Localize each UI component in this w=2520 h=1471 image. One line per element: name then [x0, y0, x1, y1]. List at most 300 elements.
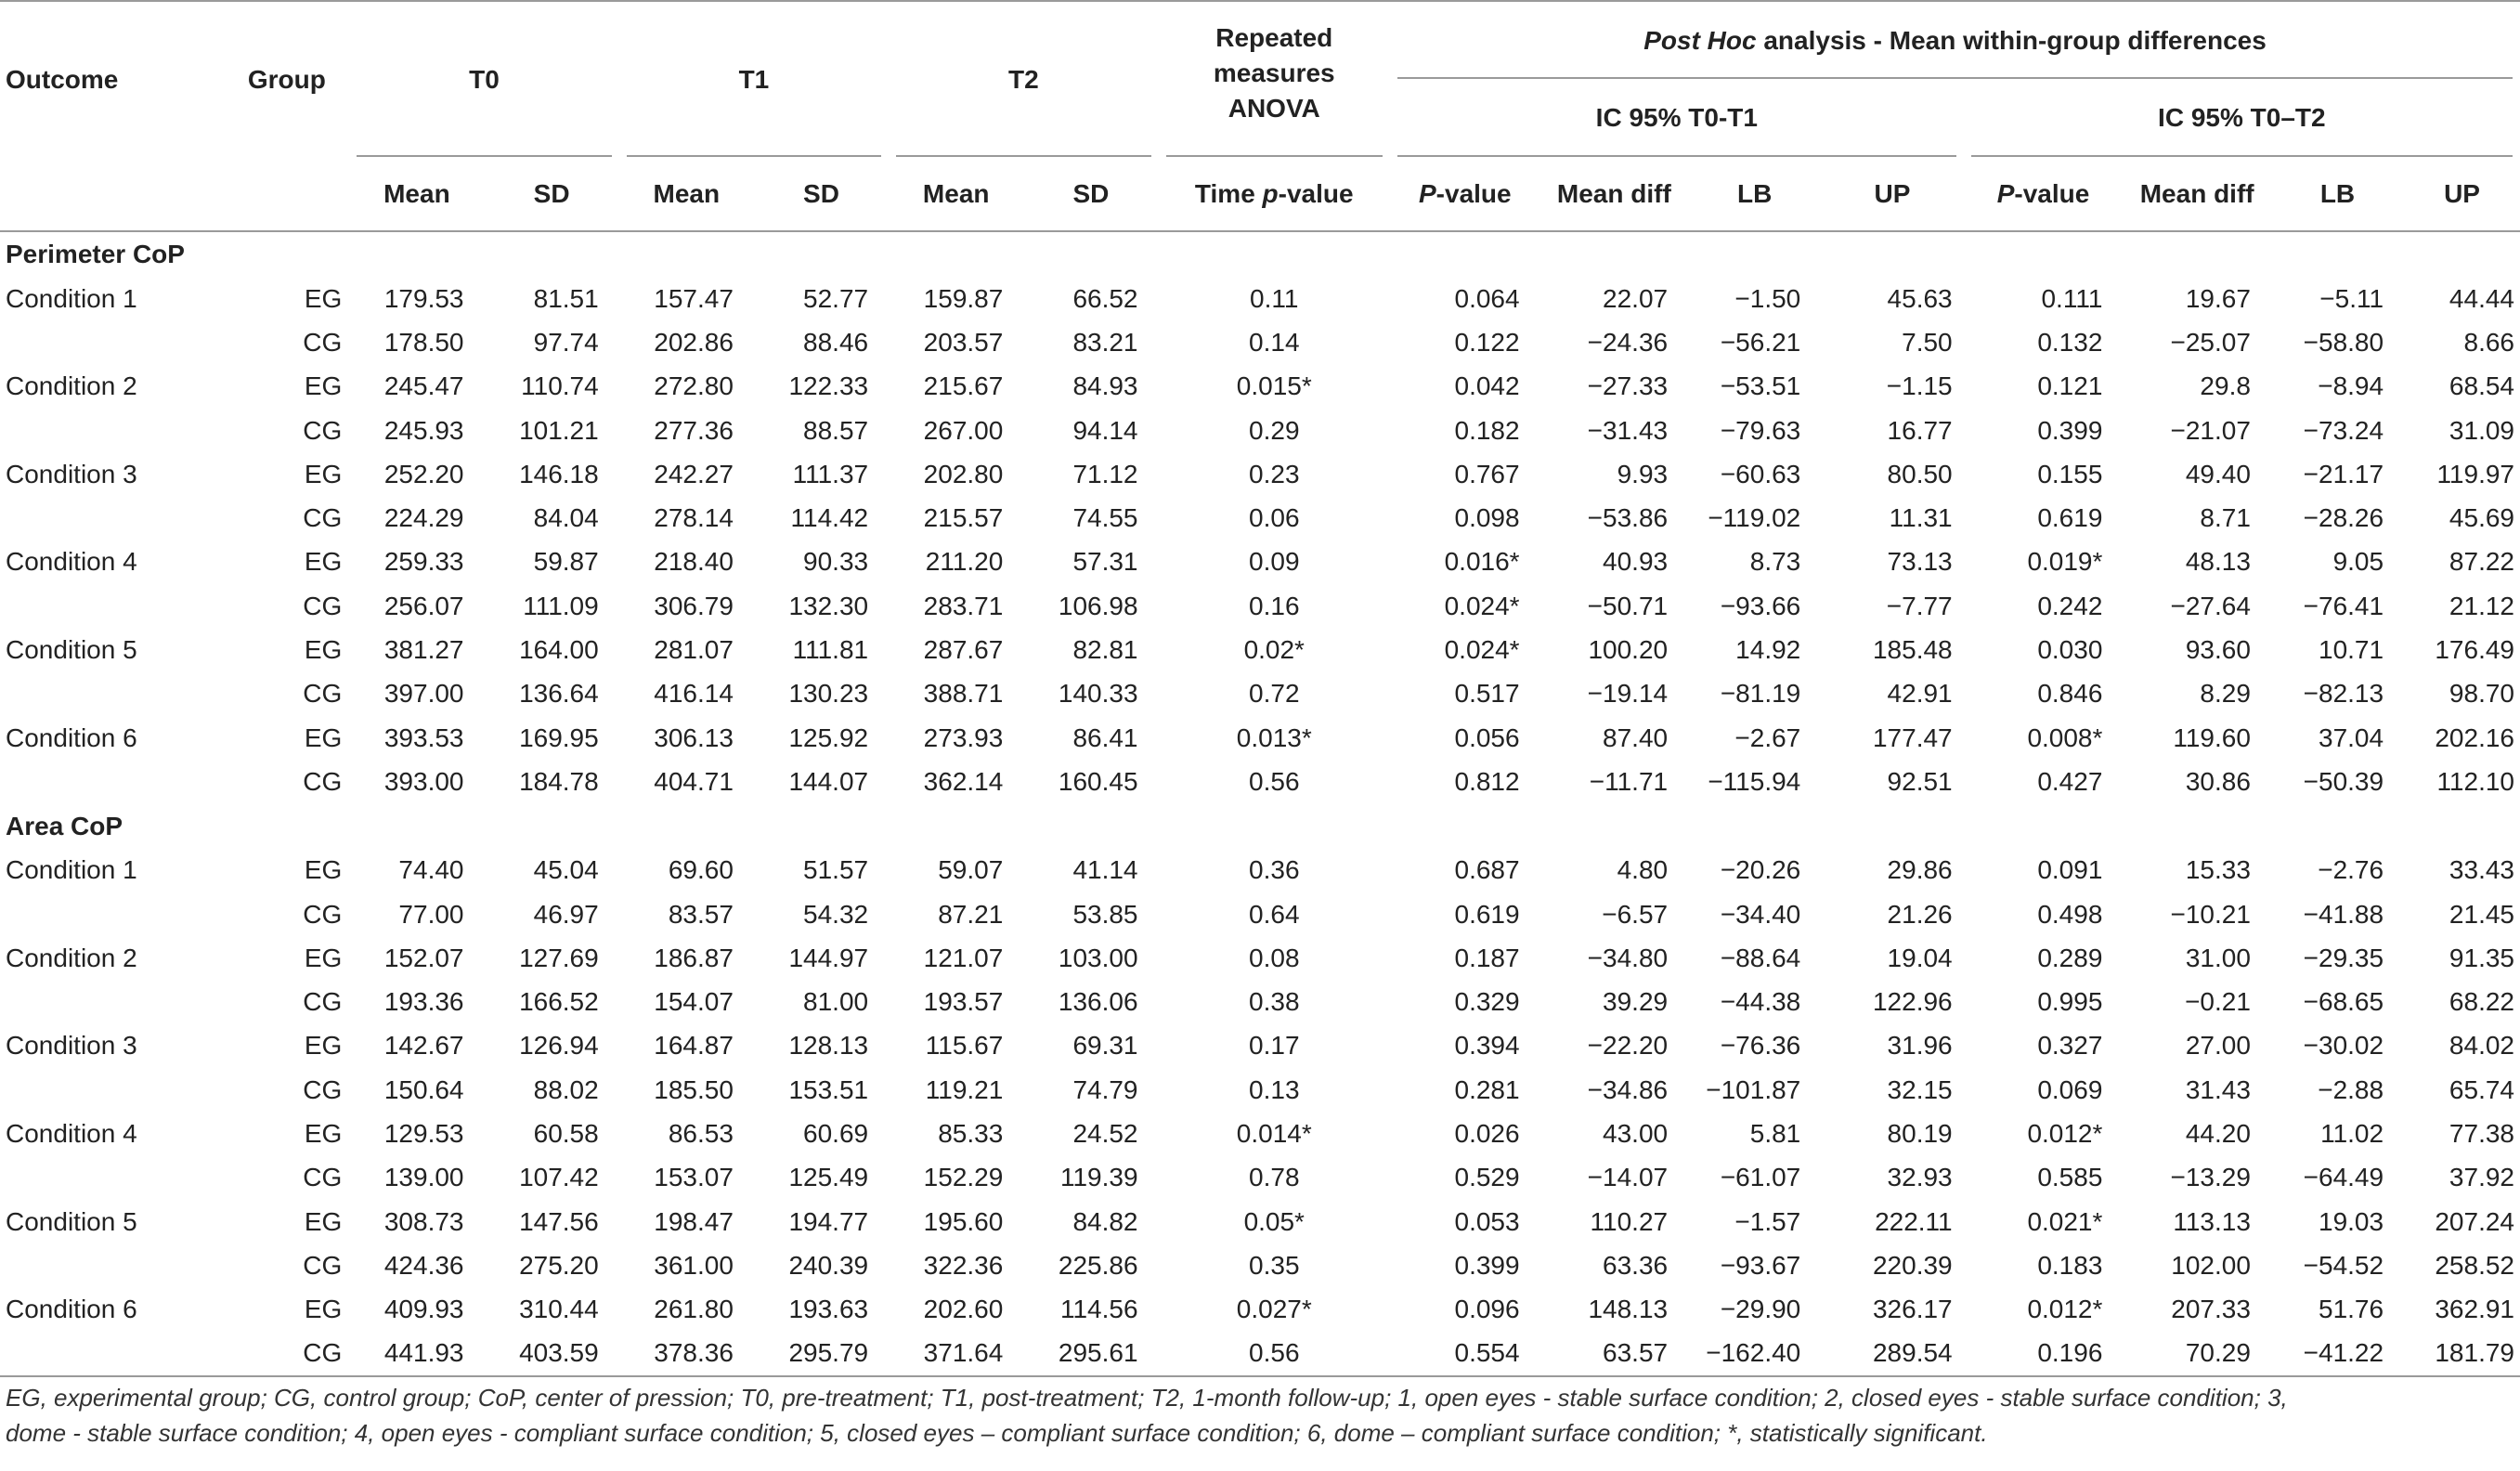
header-p1-suffix: -value: [1435, 178, 1512, 208]
header-time-p: [1159, 157, 1391, 231]
cell-p-t0-t2: 0.091: [2037, 855, 2103, 885]
cell-group: EG: [304, 1118, 343, 1148]
header-p1: [1390, 157, 1540, 231]
cell-t0-mean: 139.00: [383, 1163, 464, 1192]
cell-up-t0-t2: 258.52: [2435, 1250, 2514, 1280]
cell-p-t0-t1: 0.098: [1454, 503, 1520, 533]
table-body: [0, 231, 2520, 1376]
cell-up-t0-t1: 32.15: [1887, 1074, 1953, 1104]
cell-t1-sd: 81.00: [803, 987, 869, 1017]
cell-group: EG: [304, 1295, 343, 1324]
cell-anova-p: 0.13: [1249, 1074, 1300, 1104]
cell-up-t0-t2: 98.70: [2449, 679, 2514, 709]
table-row: [0, 1156, 2520, 1200]
cell-p-t0-t1: 0.517: [1454, 679, 1520, 709]
cell-condition: [0, 409, 224, 452]
cell-p-t0-t2: 0.030: [2037, 635, 2103, 665]
cell-mean-diff-t0-t1: −34.86: [1587, 1074, 1669, 1104]
cell-condition: [0, 1243, 224, 1287]
cell-anova-p: 0.09: [1249, 547, 1300, 577]
table-row: [0, 1288, 2520, 1332]
header-p2: [1964, 157, 2124, 231]
cell-mean-diff-t0-t2: −10.21: [2170, 899, 2251, 929]
cell-lb-t0-t2: 11.02: [2320, 1118, 2384, 1148]
cell-t0-sd: 97.74: [533, 327, 599, 357]
cell-group: EG: [304, 943, 343, 972]
cell-lb-t0-t1: −88.64: [1720, 943, 1801, 972]
cell-t2-sd: 160.45: [1058, 766, 1138, 796]
cell-mean-diff-t0-t2: −0.21: [2185, 987, 2251, 1017]
table-row: [0, 540, 2520, 584]
cell-mean-diff-t0-t2: 15.33: [2185, 855, 2251, 885]
cell-t0-mean: 256.07: [383, 591, 464, 620]
cell-up-t0-t1: 80.19: [1887, 1118, 1953, 1148]
cell-lb-t0-t1: −56.21: [1720, 327, 1801, 357]
cell-mean-diff-t0-t1: −50.71: [1587, 591, 1669, 620]
cell-group: CG: [303, 1074, 343, 1104]
cell-mean-diff-t0-t2: 113.13: [2173, 1206, 2251, 1236]
cell-up-t0-t2: 68.22: [2449, 987, 2514, 1017]
cell-condition: Condition 3: [6, 1031, 137, 1061]
header-lb-2: LB: [2319, 178, 2356, 208]
section-header-row: [0, 231, 2520, 277]
cell-p-t0-t2: 0.132: [2037, 327, 2103, 357]
header-t0: T0: [349, 1, 618, 157]
cell-mean-diff-t0-t1: 39.29: [1603, 987, 1669, 1017]
cell-p-t0-t1: 0.394: [1454, 1031, 1520, 1061]
cell-p-t0-t2: 0.155: [2037, 459, 2103, 488]
cell-anova-p: 0.17: [1249, 1031, 1300, 1061]
cell-t0-sd: 45.04: [533, 855, 599, 885]
header-posthoc: [1390, 1, 2520, 79]
cell-lb-t0-t2: −41.88: [2303, 899, 2384, 929]
cell-t2-mean: 195.60: [923, 1206, 1004, 1236]
cell-t1-sd: 194.77: [788, 1206, 869, 1236]
cell-mean-diff-t0-t1: 4.80: [1617, 855, 1669, 885]
cell-t0-sd: 127.69: [519, 943, 599, 972]
cell-mean-diff-t0-t1: −24.36: [1587, 327, 1669, 357]
cell-p-t0-t1: 0.529: [1454, 1163, 1520, 1192]
footnote-line-1: EG, experimental group; CG, control group; CoP, center of pression; T0, pre-treatment; T1, post-treatment; T2, 1-month follow-up; 1, open eyes - stable surface condition; 2, closed eyes - stable surface condition; 3,: [6, 1384, 2288, 1412]
cell-t1-sd: 132.30: [788, 591, 869, 620]
cell-p-t0-t2: 0.019*: [2027, 547, 2103, 577]
cell-t1-mean: 404.71: [654, 766, 734, 796]
cell-group: EG: [304, 722, 343, 752]
cell-t0-sd: 101.21: [519, 415, 599, 445]
cell-p-t0-t2: 0.399: [2037, 415, 2103, 445]
cell-t1-mean: 281.07: [654, 635, 734, 665]
header-outcome: Outcome: [6, 64, 119, 94]
cell-up-t0-t2: 112.10: [2436, 766, 2514, 796]
cell-mean-diff-t0-t1: 87.40: [1603, 722, 1669, 752]
cell-group: CG: [303, 503, 343, 533]
cell-group: EG: [304, 283, 343, 313]
cell-condition: [0, 1068, 224, 1112]
cell-p-t0-t1: 0.053: [1454, 1206, 1520, 1236]
header-mean-diff-2: Mean diff: [2139, 178, 2254, 208]
cell-t0-mean: 193.36: [383, 987, 464, 1017]
cell-t0-mean: 308.73: [383, 1206, 464, 1236]
cell-t2-sd: 24.52: [1072, 1118, 1138, 1148]
cell-condition: [0, 980, 224, 1023]
cell-mean-diff-t0-t2: 93.60: [2185, 635, 2251, 665]
cell-anova-p: 0.38: [1249, 987, 1300, 1017]
cell-lb-t0-t2: −82.13: [2303, 679, 2384, 709]
cell-t0-mean: 424.36: [383, 1250, 464, 1280]
cell-t2-sd: 295.61: [1058, 1338, 1138, 1368]
cell-mean-diff-t0-t2: 31.43: [2185, 1074, 2251, 1104]
cell-t1-sd: 153.51: [788, 1074, 869, 1104]
cell-t1-sd: 111.81: [792, 635, 869, 665]
cell-mean-diff-t0-t1: 63.57: [1603, 1338, 1669, 1368]
cell-lb-t0-t2: 9.05: [2332, 547, 2384, 577]
cell-lb-t0-t1: −1.50: [1734, 283, 1801, 313]
header-p1-italic: P: [1418, 178, 1436, 208]
cell-t0-mean: 397.00: [383, 679, 464, 709]
cell-t2-mean: 388.71: [923, 679, 1004, 709]
cell-t2-sd: 74.55: [1072, 503, 1138, 533]
cell-up-t0-t2: 21.45: [2449, 899, 2514, 929]
cell-condition: Condition 5: [6, 1206, 137, 1236]
cell-t2-sd: 84.93: [1072, 371, 1138, 401]
header-posthoc-italic: Post Hoc: [1643, 25, 1757, 55]
cell-t0-mean: 259.33: [383, 547, 464, 577]
cell-t1-mean: 202.86: [654, 327, 734, 357]
table-row: [0, 1332, 2520, 1376]
cell-t2-sd: 53.85: [1072, 899, 1138, 929]
cell-mean-diff-t0-t1: −31.43: [1587, 415, 1669, 445]
cell-group: EG: [304, 635, 343, 665]
cell-up-t0-t1: 32.93: [1887, 1163, 1953, 1192]
cell-up-t0-t2: 77.38: [2449, 1118, 2514, 1148]
cell-group: EG: [304, 1206, 343, 1236]
cell-condition: Condition 6: [6, 722, 137, 752]
cell-lb-t0-t1: −93.67: [1720, 1250, 1801, 1280]
header-t0-sd: SD: [533, 178, 570, 208]
cell-lb-t0-t2: −30.02: [2303, 1031, 2384, 1061]
cell-lb-t0-t2: −50.39: [2303, 766, 2384, 796]
cell-t2-sd: 114.56: [1059, 1295, 1138, 1324]
cell-p-t0-t2: 0.012*: [2027, 1295, 2103, 1324]
cell-t0-mean: 77.00: [398, 899, 464, 929]
cell-condition: [0, 584, 224, 628]
cell-mean-diff-t0-t2: −25.07: [2170, 327, 2251, 357]
cell-mean-diff-t0-t2: 27.00: [2185, 1031, 2251, 1061]
cell-condition: [0, 892, 224, 936]
cell-condition: Condition 1: [6, 283, 137, 313]
cell-anova-p: 0.014*: [1236, 1118, 1312, 1148]
cell-p-t0-t2: 0.021*: [2027, 1206, 2103, 1236]
header-time-p-italic: p: [1262, 178, 1279, 208]
cell-lb-t0-t2: −29.35: [2303, 943, 2384, 972]
cell-t2-sd: 84.82: [1072, 1206, 1138, 1236]
cell-mean-diff-t0-t1: 63.36: [1603, 1250, 1669, 1280]
cell-t0-sd: 184.78: [519, 766, 599, 796]
cell-condition: Condition 1: [6, 855, 137, 885]
cell-t2-sd: 57.31: [1072, 547, 1138, 577]
cell-anova-p: 0.05*: [1243, 1206, 1305, 1236]
cell-group: CG: [303, 327, 343, 357]
cell-p-t0-t2: 0.289: [2037, 943, 2103, 972]
header-t0-mean: Mean: [383, 178, 450, 208]
cell-mean-diff-t0-t2: 31.00: [2185, 943, 2251, 972]
cell-mean-diff-t0-t2: 29.8: [2200, 371, 2251, 401]
cell-t0-mean: 245.93: [383, 415, 464, 445]
cell-t1-mean: 154.07: [654, 987, 734, 1017]
cell-t0-mean: 393.00: [383, 766, 464, 796]
cell-mean-diff-t0-t2: 30.86: [2185, 766, 2251, 796]
cell-group: CG: [303, 591, 343, 620]
cell-mean-diff-t0-t2: 19.67: [2185, 283, 2251, 313]
cell-t1-mean: 416.14: [654, 679, 734, 709]
cell-mean-diff-t0-t2: 48.13: [2185, 547, 2251, 577]
cell-mean-diff-t0-t2: −21.07: [2170, 415, 2251, 445]
cell-t1-mean: 164.87: [654, 1031, 734, 1061]
cell-anova-p: 0.29: [1249, 415, 1300, 445]
cell-t2-sd: 225.86: [1058, 1250, 1138, 1280]
cell-up-t0-t2: 207.24: [2435, 1206, 2514, 1236]
cell-t1-sd: 51.57: [803, 855, 869, 885]
cell-up-t0-t2: 44.44: [2449, 283, 2514, 313]
cell-mean-diff-t0-t1: 148.13: [1588, 1295, 1669, 1324]
cell-t2-sd: 119.39: [1059, 1163, 1138, 1192]
cell-t2-sd: 66.52: [1072, 283, 1138, 313]
table-row: [0, 980, 2520, 1023]
cell-t1-sd: 111.37: [792, 459, 869, 488]
cell-lb-t0-t1: −81.19: [1720, 679, 1801, 709]
cell-t2-sd: 94.14: [1072, 415, 1138, 445]
cell-t1-sd: 122.33: [788, 371, 869, 401]
cell-t0-sd: 84.04: [533, 503, 599, 533]
cell-t0-mean: 393.53: [383, 722, 464, 752]
cell-t2-sd: 74.79: [1072, 1074, 1138, 1104]
table-row: [0, 496, 2520, 540]
cell-t2-mean: 152.29: [923, 1163, 1004, 1192]
cell-t1-sd: 130.23: [788, 679, 869, 709]
cell-up-t0-t1: −1.15: [1886, 371, 1953, 401]
cell-t0-mean: 409.93: [383, 1295, 464, 1324]
cell-p-t0-t1: 0.329: [1454, 987, 1520, 1017]
cell-up-t0-t1: 42.91: [1887, 679, 1953, 709]
cell-t0-sd: 136.64: [519, 679, 599, 709]
cell-p-t0-t2: 0.183: [2037, 1250, 2103, 1280]
cell-t0-sd: 107.42: [519, 1163, 599, 1192]
cell-mean-diff-t0-t1: −19.14: [1587, 679, 1669, 709]
cell-mean-diff-t0-t1: −53.86: [1587, 503, 1669, 533]
cell-t0-sd: 146.18: [519, 459, 599, 488]
cell-p-t0-t1: 0.024*: [1444, 591, 1520, 620]
cell-lb-t0-t2: 19.03: [2319, 1206, 2384, 1236]
cell-t0-mean: 152.07: [383, 943, 464, 972]
cell-t2-mean: 215.57: [923, 503, 1004, 533]
header-p2-italic: P: [1996, 178, 2015, 208]
cell-up-t0-t1: 80.50: [1887, 459, 1953, 488]
cell-p-t0-t1: 0.767: [1454, 459, 1520, 488]
table-row: [0, 452, 2520, 496]
cell-p-t0-t2: 0.846: [2037, 679, 2103, 709]
cell-p-t0-t2: 0.196: [2037, 1338, 2103, 1368]
cell-p-t0-t2: 0.111: [2041, 283, 2103, 313]
header-p2-suffix: -value: [2014, 178, 2090, 208]
cell-up-t0-t2: 87.22: [2449, 547, 2514, 577]
header-up-2: UP: [2444, 178, 2480, 208]
cell-up-t0-t1: 29.86: [1887, 855, 1953, 885]
header-time-prefix: Time: [1194, 178, 1263, 208]
cell-up-t0-t1: 92.51: [1887, 766, 1953, 796]
header-lb-1: LB: [1737, 178, 1773, 208]
cell-mean-diff-t0-t1: −6.57: [1602, 899, 1669, 929]
table-row: [0, 716, 2520, 760]
cell-anova-p: 0.013*: [1236, 722, 1312, 752]
cell-up-t0-t1: 177.47: [1872, 722, 1953, 752]
cell-t1-mean: 242.27: [654, 459, 734, 488]
header-ic-t0-t1: IC 95% T0-T1: [1390, 79, 1964, 157]
cell-t2-sd: 136.06: [1058, 987, 1138, 1017]
cell-group: CG: [303, 1338, 343, 1368]
cell-t2-mean: 59.07: [938, 855, 1004, 885]
cell-mean-diff-t0-t2: −13.29: [2170, 1163, 2251, 1192]
cell-t1-mean: 69.60: [668, 855, 734, 885]
header-t2-sd: SD: [1072, 178, 1110, 208]
cell-t2-sd: 83.21: [1072, 327, 1138, 357]
table-row: [0, 1200, 2520, 1243]
cell-lb-t0-t2: −73.24: [2303, 415, 2384, 445]
cell-t2-sd: 41.14: [1072, 855, 1138, 885]
cell-lb-t0-t1: −119.02: [1708, 503, 1801, 533]
cell-lb-t0-t2: 51.76: [2319, 1295, 2384, 1324]
cell-up-t0-t1: 73.13: [1887, 547, 1953, 577]
cell-p-t0-t1: 0.016*: [1444, 547, 1520, 577]
cell-condition: Condition 6: [6, 1295, 137, 1324]
header-t2-mean: Mean: [922, 178, 990, 208]
table-row: [0, 1068, 2520, 1112]
cell-t0-sd: 110.74: [521, 371, 599, 401]
cell-t2-mean: 371.64: [923, 1338, 1004, 1368]
cell-t1-sd: 88.46: [803, 327, 869, 357]
cell-t2-sd: 82.81: [1072, 635, 1138, 665]
cell-t2-sd: 69.31: [1072, 1031, 1138, 1061]
cell-anova-p: 0.78: [1249, 1163, 1300, 1192]
cell-p-t0-t1: 0.122: [1454, 327, 1520, 357]
cell-anova-p: 0.56: [1249, 766, 1300, 796]
cell-t2-mean: 119.21: [925, 1074, 1004, 1104]
cell-lb-t0-t2: −41.22: [2303, 1338, 2384, 1368]
cell-up-t0-t2: 202.16: [2435, 722, 2514, 752]
cell-mean-diff-t0-t1: −11.71: [1589, 766, 1669, 796]
cell-anova-p: 0.64: [1249, 899, 1300, 929]
table-row: [0, 1112, 2520, 1155]
cell-t1-mean: 186.87: [654, 943, 734, 972]
cell-lb-t0-t1: −76.36: [1720, 1031, 1801, 1061]
cell-t1-mean: 306.13: [654, 722, 734, 752]
cell-anova-p: 0.02*: [1243, 635, 1305, 665]
cell-lb-t0-t1: −101.87: [1706, 1074, 1801, 1104]
cell-t0-sd: 403.59: [519, 1338, 599, 1368]
cell-t0-sd: 111.09: [523, 591, 599, 620]
cell-condition: Condition 2: [6, 943, 137, 972]
cell-t1-mean: 278.14: [654, 503, 734, 533]
cell-t1-sd: 88.57: [803, 415, 869, 445]
cell-up-t0-t2: 362.91: [2435, 1295, 2514, 1324]
cell-t1-sd: 128.13: [788, 1031, 869, 1061]
cell-lb-t0-t1: −29.90: [1720, 1295, 1801, 1324]
cell-t1-sd: 144.07: [788, 766, 869, 796]
cell-mean-diff-t0-t2: 49.40: [2185, 459, 2251, 488]
cell-t0-sd: 60.58: [533, 1118, 599, 1148]
cell-t1-sd: 125.49: [788, 1163, 869, 1192]
cell-mean-diff-t0-t2: 44.20: [2185, 1118, 2251, 1148]
cell-condition: Condition 3: [6, 459, 137, 488]
cell-lb-t0-t1: −44.38: [1720, 987, 1801, 1017]
cell-t2-sd: 86.41: [1072, 722, 1138, 752]
cell-up-t0-t2: 33.43: [2449, 855, 2514, 885]
cell-lb-t0-t1: 14.92: [1735, 635, 1801, 665]
cell-group: CG: [303, 987, 343, 1017]
cell-p-t0-t2: 0.008*: [2027, 722, 2103, 752]
cell-up-t0-t2: 65.74: [2449, 1074, 2514, 1104]
cell-t2-mean: 267.00: [923, 415, 1004, 445]
cell-group: EG: [304, 547, 343, 577]
header-ic-t0-t2: IC 95% T0–T2: [1964, 79, 2520, 157]
header-anova: [1159, 1, 1391, 157]
cell-group: EG: [304, 371, 343, 401]
cell-t0-sd: 164.00: [519, 635, 599, 665]
cell-t0-mean: 252.20: [383, 459, 464, 488]
cell-anova-p: 0.56: [1249, 1338, 1300, 1368]
cell-p-t0-t2: 0.242: [2037, 591, 2103, 620]
cell-t1-sd: 90.33: [803, 547, 869, 577]
cell-group: CG: [303, 899, 343, 929]
cell-p-t0-t1: 0.024*: [1444, 635, 1520, 665]
cell-anova-p: 0.08: [1249, 943, 1300, 972]
cell-t0-mean: 179.53: [383, 283, 464, 313]
cell-p-t0-t1: 0.056: [1454, 722, 1520, 752]
cell-up-t0-t2: 45.69: [2449, 503, 2514, 533]
cell-t2-mean: 202.80: [923, 459, 1004, 488]
cell-lb-t0-t2: −64.49: [2303, 1163, 2384, 1192]
cell-up-t0-t1: −7.77: [1886, 591, 1953, 620]
cell-t1-mean: 306.79: [654, 591, 734, 620]
table-row: [0, 672, 2520, 716]
cell-up-t0-t2: 119.97: [2436, 459, 2514, 488]
cell-t0-sd: 59.87: [533, 547, 599, 577]
cell-t2-mean: 283.71: [923, 591, 1004, 620]
cell-t2-mean: 203.57: [923, 327, 1004, 357]
cell-lb-t0-t2: −76.41: [2303, 591, 2384, 620]
table-row: [0, 760, 2520, 803]
cell-condition: Condition 2: [6, 371, 137, 401]
cell-t2-sd: 103.00: [1058, 943, 1138, 972]
cell-t1-sd: 54.32: [803, 899, 869, 929]
cell-lb-t0-t2: −2.88: [2318, 1074, 2384, 1104]
header-t2: T2: [889, 1, 1158, 157]
table-row: [0, 277, 2520, 320]
table-row: [0, 892, 2520, 936]
cell-t0-sd: 275.20: [519, 1250, 599, 1280]
cell-t1-mean: 185.50: [654, 1074, 734, 1104]
cell-p-t0-t2: 0.069: [2037, 1074, 2103, 1104]
cell-p-t0-t1: 0.687: [1454, 855, 1520, 885]
footnote-line-2: dome - stable surface condition; 4, open eyes - compliant surface condition; 5, closed eyes – compliant surface condition; 6, dome – compliant surface condition; *, statistically significant.: [6, 1419, 1988, 1447]
cell-up-t0-t2: 84.02: [2449, 1031, 2514, 1061]
header-t1: T1: [619, 1, 889, 157]
cell-t1-sd: 240.39: [788, 1250, 869, 1280]
cell-t0-mean: 245.47: [383, 371, 464, 401]
cell-up-t0-t2: 8.66: [2463, 327, 2514, 357]
cell-lb-t0-t2: 10.71: [2319, 635, 2384, 665]
cell-mean-diff-t0-t1: 100.20: [1588, 635, 1669, 665]
cell-mean-diff-t0-t1: −14.07: [1587, 1163, 1669, 1192]
